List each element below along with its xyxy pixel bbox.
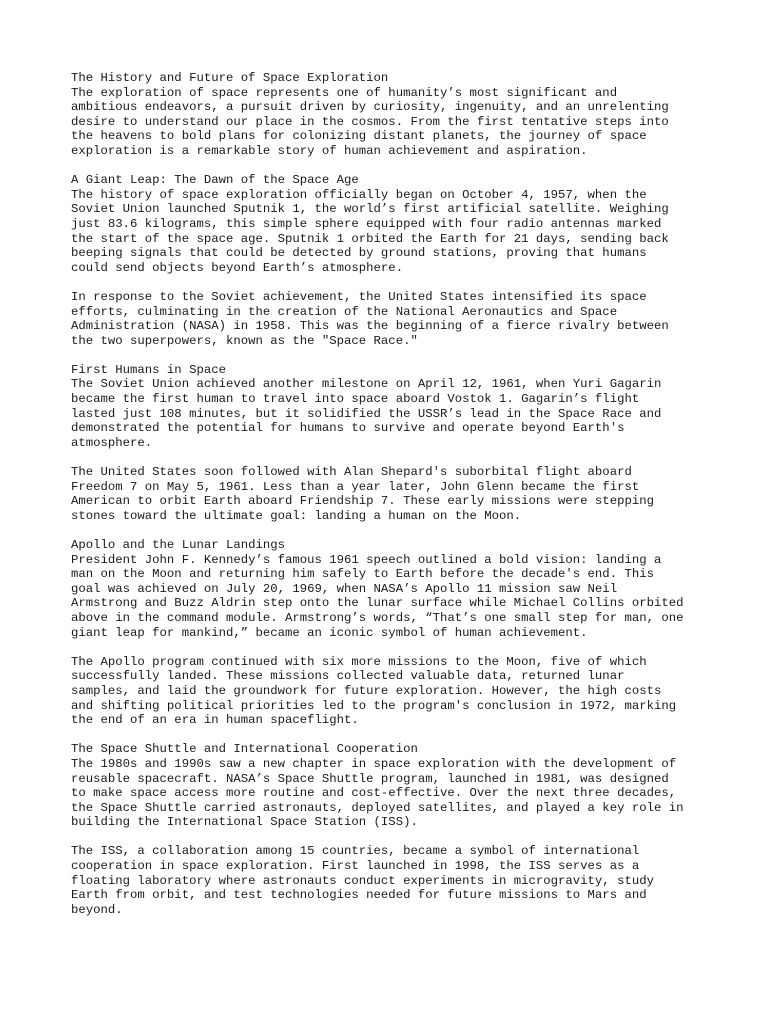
text-line: efforts, culminating in the creation of the National Aeronautics and Space: [71, 304, 618, 319]
text-line: became the first human to travel into space aboard Vostok 1. Gagarin’s flight: [71, 392, 640, 407]
text-line: The Apollo program continued with six more missions to the Moon, five of which: [71, 654, 647, 669]
paragraph-apollo-continued: [71, 655, 711, 728]
text-line: could send objects beyond Earth’s atmosphere.: [71, 260, 404, 275]
text-line: Armstrong and Buzz Aldrin step onto the lunar surface while Michael Collins orbited: [71, 596, 684, 611]
text-line: The United States soon followed with Alan Shepard's suborbital flight aboard: [71, 465, 632, 480]
text-line: The 1980s and 1990s saw a new chapter in space exploration with the development of: [71, 756, 677, 771]
text-line: Administration (NASA) in 1958. This was the beginning of a fierce rivalry between: [71, 319, 669, 334]
text-line: In response to the Soviet achievement, the United States intensified its space: [71, 289, 647, 304]
text-line: to make space access more routine and cost-effective. Over the next three decades,: [71, 786, 677, 801]
paragraph-dawn-of-space-age: [71, 173, 711, 275]
text-line: and shifting political priorities led to the program's conclusion in 1972, marking: [71, 698, 677, 713]
text-line: goal was achieved on July 20, 1969, when NASA’s Apollo 11 mission saw Neil: [71, 581, 618, 596]
text-line: exploration is a remarkable story of human achievement and aspiration.: [71, 143, 588, 158]
document-page: [71, 71, 711, 932]
text-line: lasted just 108 minutes, but it solidified the USSR’s lead in the Space Race and: [71, 406, 662, 421]
text-line: ambitious endeavors, a pursuit driven by curiosity, ingenuity, and an unrelenting: [71, 100, 669, 115]
text-line: The history of space exploration officially began on October 4, 1957, when the: [71, 187, 647, 202]
text-line: above in the command module. Armstrong’s words, “That’s one small step for man, one: [71, 610, 684, 625]
text-line: the Space Shuttle carried astronauts, deployed satellites, and played a key role in: [71, 800, 684, 815]
text-line: beeping signals that could be detected by ground stations, proving that humans: [71, 246, 647, 261]
section-heading: A Giant Leap: The Dawn of the Space Age: [71, 173, 359, 188]
text-line: atmosphere.: [71, 435, 153, 450]
paragraph-first-humans: [71, 363, 711, 451]
paragraph-iss: [71, 844, 711, 917]
text-line: building the International Space Station (ISS).: [71, 815, 418, 830]
text-line: cooperation in space exploration. First launched in 1998, the ISS serves as a: [71, 859, 640, 874]
text-line: Soviet Union launched Sputnik 1, the world’s first artificial satellite. Weighing: [71, 202, 669, 217]
text-line: The Soviet Union achieved another milestone on April 12, 1961, when Yuri Gagarin: [71, 377, 662, 392]
text-line: samples, and laid the groundwork for future exploration. However, the high costs: [71, 683, 662, 698]
text-line: President John F. Kennedy’s famous 1961 speech outlined a bold vision: landing a: [71, 552, 662, 567]
paragraph-us-follows: [71, 465, 711, 523]
text-line: successfully landed. These missions collected valuable data, returned lunar: [71, 669, 625, 684]
text-line: The exploration of space represents one of humanity’s most significant and: [71, 85, 618, 100]
text-line: floating laboratory where astronauts conduct experiments in microgravity, study: [71, 873, 654, 888]
text-line: the heavens to bold plans for colonizing distant planets, the journey of space: [71, 129, 647, 144]
text-line: desire to understand our place in the cosmos. From the first tentative steps into: [71, 114, 669, 129]
paragraph-apollo: [71, 538, 711, 640]
text-line: Freedom 7 on May 5, 1961. Less than a year later, John Glenn became the first: [71, 479, 640, 494]
section-heading: The Space Shuttle and International Cooperation: [71, 742, 418, 757]
text-line: man on the Moon and returning him safely to Earth before the decade's end. This: [71, 567, 654, 582]
text-line: American to orbit Earth aboard Friendship 7. These early missions were stepping: [71, 494, 654, 509]
text-line: beyond.: [71, 902, 123, 917]
section-heading: Apollo and the Lunar Landings: [71, 538, 286, 552]
text-line: giant leap for mankind,” became an iconic symbol of human achievement.: [71, 625, 588, 640]
text-line: the two superpowers, known as the "Space Race.": [71, 333, 418, 348]
paragraph-space-shuttle: [71, 742, 711, 830]
paragraph-nasa-creation: [71, 290, 711, 348]
text-line: Earth from orbit, and test technologies needed for future missions to Mars and: [71, 888, 647, 903]
text-line: the start of the space age. Sputnik 1 orbited the Earth for 21 days, sending back: [71, 231, 669, 246]
text-line: demonstrated the potential for humans to survive and operate beyond Earth's: [71, 421, 625, 436]
text-line: The ISS, a collaboration among 15 countries, became a symbol of international: [71, 844, 640, 859]
section-heading: First Humans in Space: [71, 362, 226, 377]
paragraph-intro: [71, 71, 711, 159]
text-line: the end of an era in human spaceflight.: [71, 713, 359, 728]
text-line: The History and Future of Space Exploration: [71, 71, 389, 85]
text-line: just 83.6 kilograms, this simple sphere equipped with four radio antennas marked: [71, 216, 662, 231]
text-line: stones toward the ultimate goal: landing a human on the Moon.: [71, 508, 522, 523]
text-line: reusable spacecraft. NASA’s Space Shuttle program, launched in 1981, was designed: [71, 771, 669, 786]
